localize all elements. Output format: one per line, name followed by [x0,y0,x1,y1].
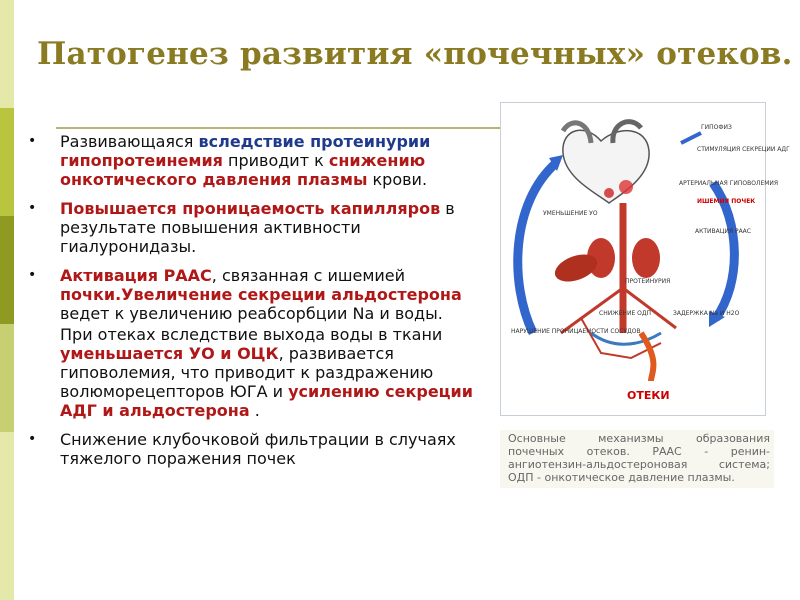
bullet-dot-icon: • [28,200,37,216]
bullet-item-raas: • Активация РААС, связанная с ишемией почки.Увеличение секреции альдостерона ведет к увеличению реабсорбции Na и воды. [28,266,462,323]
label-reduced-uo: УМЕНЬШЕНИЕ УО [543,210,598,217]
bullet-item-permeability: • Повышается проницаемость капилляров в результате повышения активности гиалуронидазы. [28,199,455,256]
label-hypophysis: ГИПОФИЗ [701,124,732,131]
decorative-side-bar [0,0,14,600]
bullet-item-hypovolemia: При отеках вследствие выхода воды в ткани уменьшается УО и ОЦК, развивается гиповолемия, что приводит к раздражению волюморецепторов ЮГА и усилению секреции АДГ и альдостерона . [60,325,473,420]
highlight-proteinuria: вследствие протеинурии [198,132,431,151]
label-kidney-ischemia: ИШЕМИЯ ПОЧЕК [697,198,756,205]
label-vessel-permeability: НАРУШЕНИЕ ПРОНИЦАЕМОСТИ СОСУДОВ [511,328,641,335]
heart-illustration [563,122,649,203]
label-na-retention: ЗАДЕРЖКА Na И H2O [673,310,740,317]
highlight-hypoproteinemia: гипопротеинемия [60,151,223,170]
bullet-dot-icon: • [28,133,37,149]
bullet-dot-icon: • [28,267,37,283]
vessel-network [561,203,676,381]
bullet-list [28,132,498,478]
label-odp-decrease: СНИЖЕНИЕ ОДП [599,310,652,317]
title-divider [56,127,509,129]
bullet-item-hypoproteinemia: • Развивающаяся вследствие протеинурии гипопротеинемия приводит к снижению онкотического давления плазмы крови. [28,132,431,189]
diagram-svg [501,103,790,415]
highlight-uo-otsk: уменьшается УО и ОЦК [60,344,279,363]
bullet-item-filtration: • Снижение клубочковой фильтрации в случаях тяжелого поражения почек [28,430,456,468]
bullet-dot-icon: • [28,431,37,447]
label-arterial-hypovolemia: АРТЕРИАЛЬНАЯ ГИПОВОЛЕМИЯ [679,180,779,187]
label-proteinuria: ПРОТЕИНУРИЯ [625,278,671,285]
highlight-adh-aldosterone: усилению секреции АДГ и альдостерона [60,382,473,420]
label-raas-activation: АКТИВАЦИЯ РААС [695,228,751,235]
slide-title: Патогенез развития «почечных» отеков. [37,36,793,72]
edema-mechanism-diagram [500,102,790,416]
label-stimulation: СТИМУЛЯЦИЯ СЕКРЕЦИИ АДГ [697,146,790,153]
bullet-text: Развивающаяся [60,132,199,151]
highlight-raas: Активация РААС [60,266,212,285]
highlight-capillary-permeability: Повышается проницаемость капилляров [60,199,441,218]
highlight-aldosterone-secretion: почки.Увеличение секреции альдостерона [60,285,462,304]
figure-caption: Основные механизмы образования почечных отеков. РААС - ренин-ангиотензин-альдостероновая система; ОДП - онкотическое давление плазмы. [500,430,774,488]
label-edema: ОТЕКИ [627,389,670,402]
highlight-oncotic-pressure: снижению онкотического давления плазмы [60,151,426,189]
